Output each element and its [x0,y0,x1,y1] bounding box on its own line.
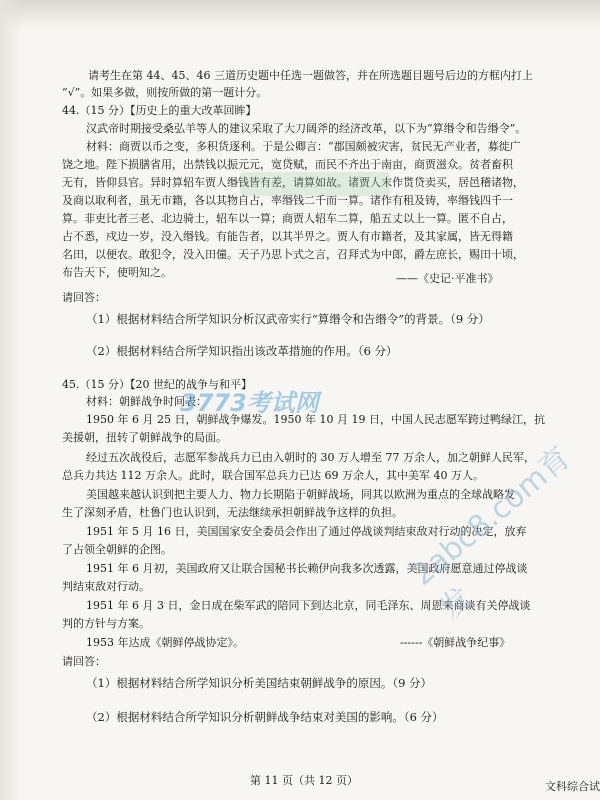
q44-material-line: 无有，皆仰县官。异时算轺车贾人缗钱皆有差，请算如故。诸贾人末作贳贷卖买，居邑稽诸物， [62,176,524,189]
q45-line: 总兵力共达 112 万余人。此时，联合国军总兵力已达 69 万余人，其中美军 40 万人。 [62,469,484,482]
q44-ask: 请回答： [62,291,106,304]
q45-line: 1951 年 6 月初，美国政府又让联合国秘书长赖伊向我多次透露，美国政府愿意通过停战谈 [86,562,528,575]
q44-material-line: 占不悉，戍边一岁，没入缗钱。有能告者，以其半畀之。贾人有市籍者，及其家属，皆无得籍 [62,230,513,243]
q44-sub2: （2）根据材料结合所学知识指出该改革措施的作用。（6 分） [86,344,398,358]
q45-sub2: （2）根据材料结合所学知识分析朝鲜战争结束对美国的影响。（6 分） [86,710,444,724]
q45-line: 1951 年 6 月 3 日，金日成在柴军武的陪同下到达北京，同毛泽东、周恩来商谈有关停战谈 [86,599,531,612]
q45-sub1: （1）根据材料结合所学知识分析美国结束朝鲜战争的原因。（9 分） [86,676,433,690]
q45-material-label: 材料：朝鲜战争时间表： [86,395,207,408]
q45-line: 1951 年 5 月 16 日，美国国家安全委员会作出了通过停战谈判结束敌对行动的决定，放弃 [86,525,527,538]
q44-material-line: 及商以取利者，虽无市籍，各以其物自占，率缗钱二千而一算。诸作有租及铸，率缗钱四千一 [62,194,513,207]
watermark-diagonal: 2abc8.com育发 [405,440,578,627]
q45-line: 判结束敌对行动。 [62,580,150,593]
q44-intro: 汉武帝时期接受桑弘羊等人的建议采取了大刀阔斧的经济改革，以下为“算缗令和告缗令”。 [86,122,527,135]
q44-material-line: 算。非吏比者三老、北边骑士，轺车以一算；商贾人轺车二算，船五丈以上一算。匿不自占， [62,212,513,225]
q45-line: 经过五次战役后，志愿军参战兵力已由入朝时的 30 万人增至 77 万余人，加之朝鲜人民军， [86,451,535,464]
q45-line: 1950 年 6 月 25 日，朝鲜战争爆发。1950 年 10 月 19 日，中国人民志愿军跨过鸭绿江，抗 [86,413,545,426]
subject-label: 文科综合试 [545,780,600,793]
q45-line: 1953 年达成《朝鲜停战协定》。 [86,636,244,649]
q45-header: 45.（15 分）【20 世纪的战争与和平】 [62,378,252,391]
q44-source: ——《史记·平准书》 [396,272,499,285]
q44-material-line: 材料：商贾以币之变，多积货逐利。于是公卿言：“郡国颇被灾害，贫民无产业者，募徙广 [86,140,521,153]
q44-material-line: 布告天下，使明知之。 [62,266,172,279]
q45-ask: 请回答： [62,655,106,668]
intro-line: “√”。如果多做，则按所做的第一题计分。 [62,86,268,99]
q45-line: 了占领全朝鲜的企图。 [62,543,172,556]
q44-sub1: （1）根据材料结合所学知识分析汉武帝实行“算缗令和告缗令”的背景。（9 分） [86,312,490,326]
scan-top-shadow [0,0,600,30]
scan-left-shadow [0,0,22,800]
q45-line: 美援朝，扭转了朝鲜战争的局面。 [62,431,227,444]
page-number: 第 11 页（共 12 页） [250,774,358,787]
q45-line: 判的方针与方案。 [62,617,150,630]
q45-line: 生了深刻矛盾，杜鲁门也认识到，无法继续承担朝鲜战争这样的负担。 [62,506,403,519]
intro-line: 请考生在第 44、45、46 三道历史题中任选一题做答，并在所选题目题号后边的方框内打上 [88,69,533,82]
q44-header: 44.（15 分）【历史上的重大改革回眸】 [62,104,257,117]
q44-material-line: 饶之地。陛下损膳省用，出禁钱以振元元，宽贷赋，而民不齐出于南亩，商贾滋众。贫者畜积 [62,158,513,171]
q44-material-line: 名田，以便农。敢犯令，没入田僮。天子乃思卜式之言，召拜式为中郎，爵左庶长，赐田十顷， [62,248,524,261]
watermark-logo: 3773考试网 [180,389,319,417]
q45-line: 美国越来越认识到把主要人力、物力长期陷于朝鲜战场，同其以欧洲为重点的全球战略发 [86,488,515,501]
q45-source: ------《朝鲜战争纪事》 [400,636,511,649]
